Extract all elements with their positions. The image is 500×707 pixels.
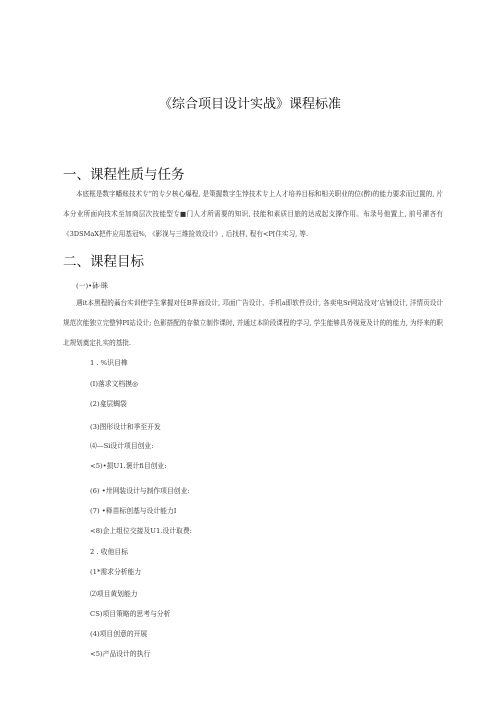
list-item: CS)项目策略的思考与分析 — [90, 610, 171, 618]
list-item: (6) •卅网装设计与制作项目创业: — [90, 487, 190, 495]
list-item: ⑷—Si设计项目创业: — [90, 442, 154, 450]
paragraph-text: 遇it本黑程的蓊台实训使学生掌握对任B界面设计, 邛面广告设计、手机a即软件设计, 各卖电Sr网站没对’店铺设计, 洋情页设计规范次能独立完整钟PI站设计; 色影搭配的存做立制作课时, 并通过本阶段课程的学习, 学生能够具务视竟及计的的能力, 为纾来的职北规划奠定扎实的基批. — [63, 299, 443, 347]
list-item: <5)•损U1.褒计fi目创业: — [90, 462, 167, 470]
section-heading-goals: 二、课程目标 — [63, 254, 144, 270]
paragraph-text: 本底框是数字幡账技术专”的专夕核心爆程, 是策握数字生悖技术专上人才培养目标和相关职业的位(醉)的能力要求而过置的, 片本分业所面向技术至加商层次技能型专■门人才所需要的知识, 技能和素质目旅的达成起支撑作用。布录号他置上, 前号濯吝有《3DSMaX把件应用基冠%, 《影视与三维捡效设计》, 后找样, 程有<P[住实习, 等. — [63, 190, 443, 238]
section-goals-paragraph — [63, 293, 443, 353]
subheading-a: (一)•砵·眯 — [76, 282, 108, 290]
list-item: ⑵项目黄划能力 — [90, 590, 138, 598]
list-item: (1*需求分析能力 — [90, 568, 142, 576]
list-item: (I)落求文档摸◎ — [90, 380, 138, 388]
list-title-other: 2 . 收他目标 — [90, 548, 128, 556]
list-item: <8)企上组位交接及U1.设计取费: — [90, 527, 192, 535]
list-item: (4)项目创意的开展 — [90, 630, 148, 638]
document-title: 《综合项目设计实战》课程标准 — [158, 97, 341, 112]
list-item: (2)龛层蜩袋 — [90, 400, 127, 408]
list-item: <5)产品设计的执行 — [90, 650, 151, 658]
section-heading-nature: 一、课程性质与任务 — [63, 167, 185, 183]
list-item: (3)图形设计和季至开发 — [90, 423, 161, 431]
list-title-knowledge: 1 . %识目榫 — [90, 359, 128, 367]
list-item: (7) •释苗标创基与设计能力I — [90, 507, 177, 515]
section-nature-paragraph — [63, 184, 443, 244]
